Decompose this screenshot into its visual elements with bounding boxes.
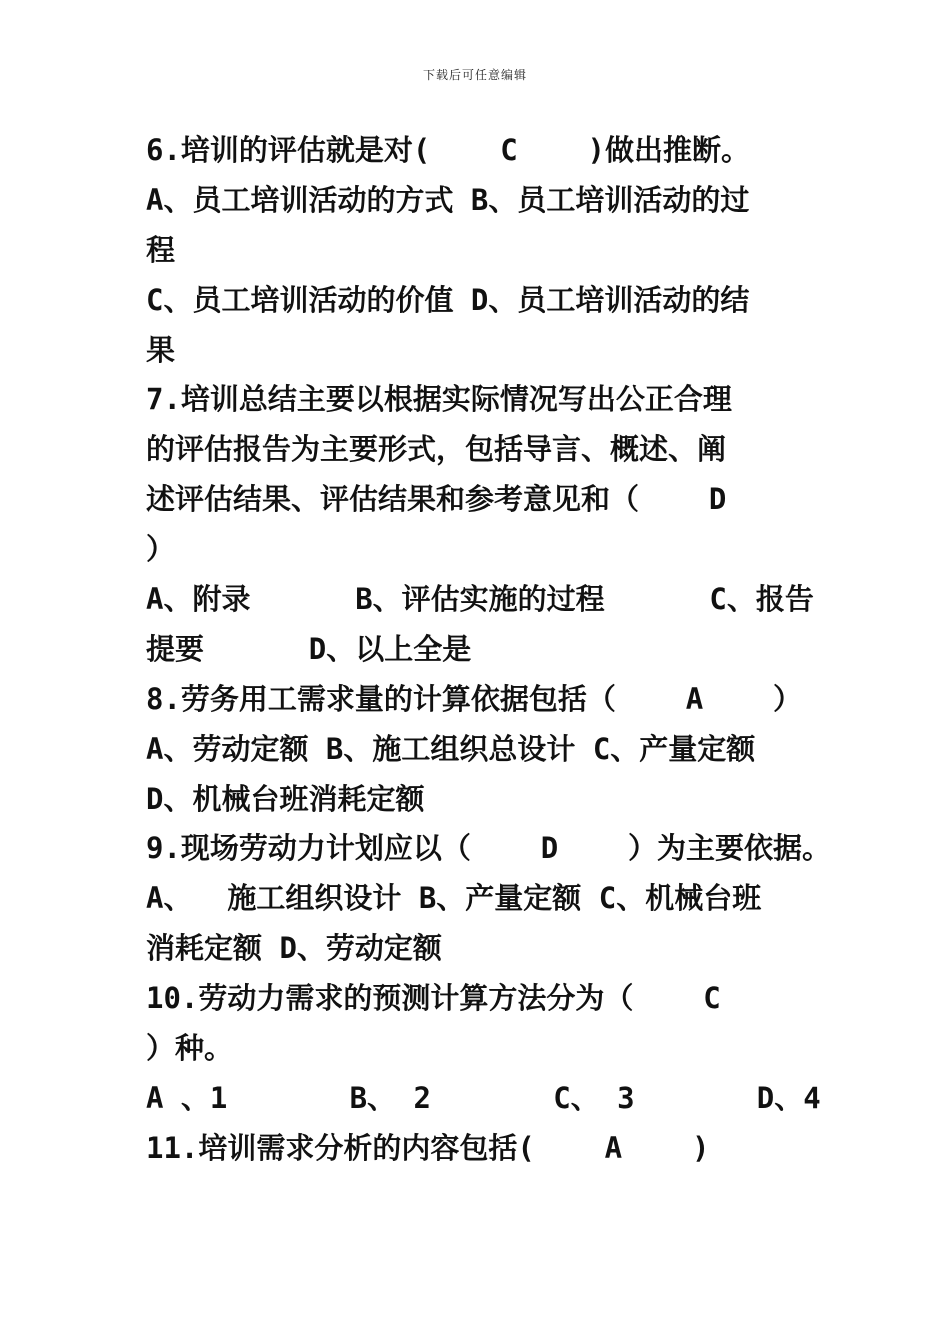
question-7-stem-line-1: 7.培训总结主要以根据实际情况写出公正合理 [146, 382, 732, 417]
question-9-options-line-1: A、 施工组织设计 B、产量定额 C、机械台班 [146, 881, 762, 916]
question-7-options-line-2: 提要 D、以上全是 [146, 631, 472, 666]
question-11-stem: 11.培训需求分析的内容包括( A ) [146, 1130, 710, 1165]
question-10-options: A 、1 B、 2 C、 3 D、4 [146, 1080, 821, 1115]
question-6-options-line-1: A、员工培训活动的方式 B、员工培训活动的过 [146, 182, 750, 217]
question-10-stem-line-1: 10.劳动力需求的预测计算方法分为（ C [146, 981, 721, 1016]
question-6-options-line-4: 果 [146, 332, 176, 367]
header-note: 下载后可任意编辑 [422, 68, 527, 82]
question-content [146, 126, 832, 1174]
question-8-options-line-1: A、劳动定额 B、施工组织总设计 C、产量定额 [146, 731, 756, 766]
question-6-options-line-3: C、员工培训活动的价值 D、员工培训活动的结 [146, 282, 750, 317]
question-8-options-line-2: D、机械台班消耗定额 [146, 781, 425, 816]
question-9-options-line-2: 消耗定额 D、劳动定额 [146, 931, 442, 966]
question-7-options-line-1: A、附录 B、评估实施的过程 C、报告 [146, 582, 814, 617]
question-7-stem-line-4: ） [146, 532, 176, 567]
question-7-stem-line-3: 述评估结果、评估结果和参考意见和（ D [146, 482, 727, 517]
question-6-options-line-2: 程 [146, 232, 176, 267]
question-6-stem: 6.培训的评估就是对( C )做出推断。 [146, 133, 750, 167]
question-8-stem: 8.劳务用工需求量的计算依据包括（ A ） [146, 681, 803, 716]
question-9-stem: 9.现场劳动力计划应以（ D ）为主要依据。 [146, 831, 832, 866]
question-10-stem-line-2: ）种。 [146, 1031, 234, 1066]
question-7-stem-line-2: 的评估报告为主要形式，包括导言、概述、阐 [146, 432, 727, 467]
